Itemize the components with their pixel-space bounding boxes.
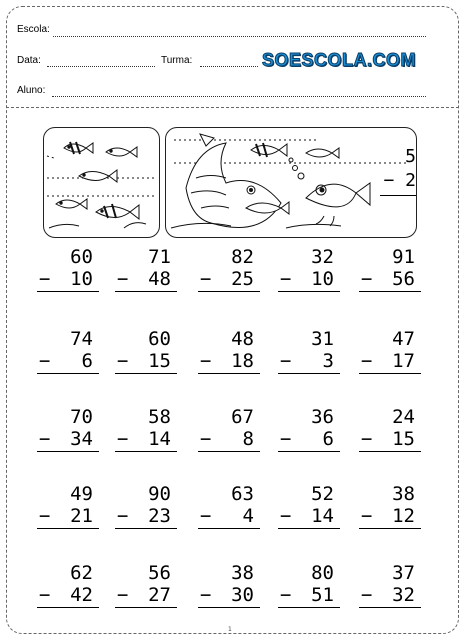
- answer-line: [115, 607, 177, 608]
- big-fish-eating-drawing: [166, 128, 416, 237]
- subtraction-problem: [357, 483, 421, 529]
- class-label: Turma:: [161, 55, 193, 66]
- minuend: 60: [70, 246, 93, 268]
- minus-sign: −: [200, 428, 212, 450]
- minus-sign: −: [280, 584, 292, 606]
- header-divider: [6, 107, 459, 108]
- minus-sign: −: [200, 350, 212, 372]
- answer-line: [359, 528, 421, 529]
- minuend: 67: [231, 406, 254, 428]
- answer-line: [115, 451, 177, 452]
- answer-line: [198, 291, 260, 292]
- subtrahend: 12: [392, 505, 415, 527]
- minus-sign: −: [117, 428, 129, 450]
- answer-line: [115, 528, 177, 529]
- subtraction-problem: [276, 562, 340, 608]
- minuend: 47: [392, 328, 415, 350]
- answer-line: [278, 373, 340, 374]
- answer-line: [359, 291, 421, 292]
- answer-line: [37, 291, 99, 292]
- answer-line: [359, 451, 421, 452]
- subtraction-problem: [113, 562, 177, 608]
- answer-line: [198, 451, 260, 452]
- subtrahend: 6: [322, 428, 334, 450]
- subtrahend: 14: [148, 428, 171, 450]
- subtrahend: 34: [70, 428, 93, 450]
- answer-line: [359, 607, 421, 608]
- subtraction-problem: [196, 562, 260, 608]
- answer-line: [198, 607, 260, 608]
- answer-line: [278, 528, 340, 529]
- minus-sign: −: [280, 350, 292, 372]
- answer-line: [198, 373, 260, 374]
- minus-sign: −: [39, 505, 51, 527]
- subtrahend: 25: [231, 268, 254, 290]
- answer-line: [115, 373, 177, 374]
- minus-sign: −: [361, 350, 373, 372]
- minuend: 49: [70, 483, 93, 505]
- minus-sign: −: [39, 584, 51, 606]
- minus-sign: −: [39, 428, 51, 450]
- minus-sign: −: [117, 268, 129, 290]
- subtraction-problem: [276, 328, 340, 374]
- subtrahend: 48: [148, 268, 171, 290]
- minus-sign: −: [200, 268, 212, 290]
- minuend: 56: [148, 562, 171, 584]
- subtrahend: 42: [70, 584, 93, 606]
- subtraction-problem: [35, 406, 99, 452]
- subtraction-problem: [357, 562, 421, 608]
- minus-sign: −: [361, 428, 373, 450]
- subtrahend: 14: [311, 505, 334, 527]
- answer-line: [278, 291, 340, 292]
- page-number: 1: [228, 626, 232, 633]
- subtraction-problem: [357, 246, 421, 292]
- subtrahend: 17: [392, 350, 415, 372]
- answer-line: [380, 195, 416, 196]
- minuend: 63: [231, 483, 254, 505]
- subtraction-problem: [196, 328, 260, 374]
- subtrahend: 27: [148, 584, 171, 606]
- answer-line: [198, 528, 260, 529]
- subtraction-problem: [276, 246, 340, 292]
- subtrahend: 3: [322, 350, 334, 372]
- subtrahend: 6: [81, 350, 93, 372]
- subtraction-problem: [196, 246, 260, 292]
- date-field[interactable]: [47, 66, 155, 67]
- subtraction-problem: [196, 483, 260, 529]
- answer-line: [359, 373, 421, 374]
- subtraction-problem: [276, 483, 340, 529]
- site-logo: SOESCOLA.COM: [262, 50, 417, 70]
- minus-sign: −: [361, 268, 373, 290]
- minuend: 70: [70, 406, 93, 428]
- minuend: 91: [392, 246, 415, 268]
- subtrahend: 4: [242, 505, 254, 527]
- sample-bottom: 2: [405, 170, 416, 191]
- subtraction-problem: [113, 246, 177, 292]
- minuend: 36: [311, 406, 334, 428]
- minus-sign: −: [280, 505, 292, 527]
- minus-sign: −: [280, 428, 292, 450]
- subtraction-problem: [357, 328, 421, 374]
- subtraction-problem: [276, 406, 340, 452]
- subtraction-problem: [35, 246, 99, 292]
- class-field[interactable]: [200, 66, 258, 67]
- subtraction-problem: [35, 562, 99, 608]
- minus-sign: −: [200, 505, 212, 527]
- worksheet-border: [6, 6, 459, 634]
- minuend: 71: [148, 246, 171, 268]
- subtrahend: 8: [242, 428, 254, 450]
- subtraction-problem: [357, 406, 421, 452]
- minuend: 48: [231, 328, 254, 350]
- student-field[interactable]: [52, 96, 426, 97]
- minuend: 32: [311, 246, 334, 268]
- answer-line: [37, 528, 99, 529]
- minuend: 37: [392, 562, 415, 584]
- subtrahend: 10: [70, 268, 93, 290]
- subtraction-problem: [113, 328, 177, 374]
- sample-top: 5: [405, 146, 416, 167]
- minuend: 82: [231, 246, 254, 268]
- minuend: 24: [392, 406, 415, 428]
- minus-sign: −: [117, 584, 129, 606]
- subtraction-problem: [196, 406, 260, 452]
- minus-sign: −: [383, 170, 395, 191]
- sample-bottom-row: [380, 169, 416, 193]
- subtrahend: 15: [148, 350, 171, 372]
- subtrahend: 32: [392, 584, 415, 606]
- minus-sign: −: [117, 505, 129, 527]
- minuend: 80: [311, 562, 334, 584]
- subtrahend: 21: [70, 505, 93, 527]
- minus-sign: −: [117, 350, 129, 372]
- answer-line: [37, 451, 99, 452]
- minuend: 90: [148, 483, 171, 505]
- minuend: 60: [148, 328, 171, 350]
- subtraction-problem: [113, 483, 177, 529]
- subtraction-problem: [113, 406, 177, 452]
- subtrahend: 51: [311, 584, 334, 606]
- minus-sign: −: [361, 584, 373, 606]
- date-label: Data:: [17, 55, 41, 66]
- minuend: 52: [311, 483, 334, 505]
- subtrahend: 56: [392, 268, 415, 290]
- minus-sign: −: [39, 268, 51, 290]
- minuend: 31: [311, 328, 334, 350]
- subtrahend: 30: [231, 584, 254, 606]
- subtrahend: 23: [148, 505, 171, 527]
- fish-school-drawing: [44, 128, 159, 237]
- answer-line: [115, 291, 177, 292]
- minus-sign: −: [200, 584, 212, 606]
- minus-sign: −: [280, 268, 292, 290]
- minus-sign: −: [361, 505, 373, 527]
- answer-line: [278, 607, 340, 608]
- subtrahend: 18: [231, 350, 254, 372]
- minuend: 74: [70, 328, 93, 350]
- answer-line: [37, 607, 99, 608]
- subtrahend: 10: [311, 268, 334, 290]
- minuend: 38: [392, 483, 415, 505]
- school-field[interactable]: [53, 36, 426, 37]
- minuend: 62: [70, 562, 93, 584]
- minus-sign: −: [39, 350, 51, 372]
- school-label: Escola:: [17, 24, 50, 35]
- minuend: 58: [148, 406, 171, 428]
- subtraction-problem: [35, 328, 99, 374]
- sample-problem: [380, 145, 416, 196]
- minuend: 38: [231, 562, 254, 584]
- student-label: Aluno:: [17, 85, 46, 96]
- subtrahend: 15: [392, 428, 415, 450]
- answer-line: [37, 373, 99, 374]
- subtraction-problem: [35, 483, 99, 529]
- answer-line: [278, 451, 340, 452]
- fish-illustration-left: [43, 127, 160, 238]
